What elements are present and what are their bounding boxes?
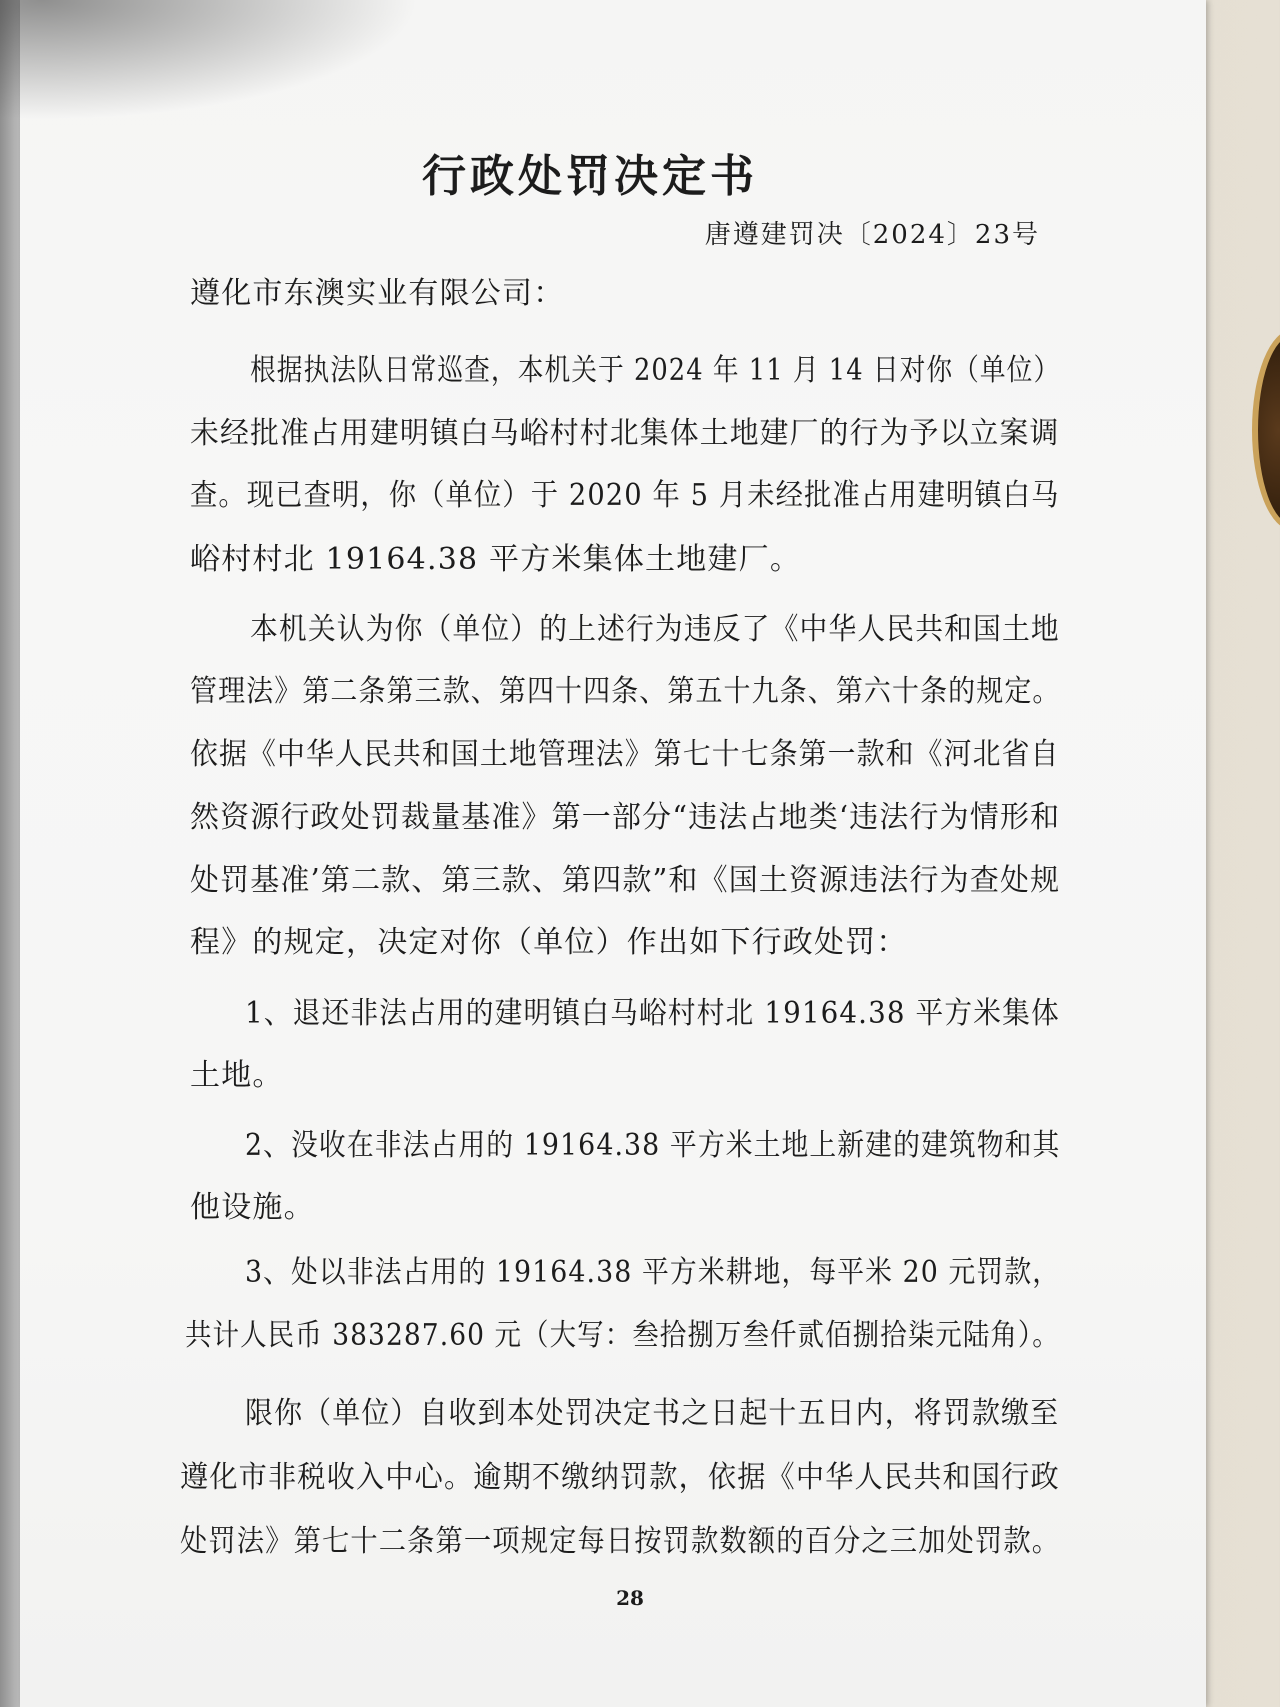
body-line: 然资源行政处罚裁量基准》第一部分“违法占地类‘违法行为情形和 [190,800,1061,835]
page-number: 28 [616,1586,644,1610]
body-line: 他设施。 [190,1190,315,1225]
addressee: 遵化市东澳实业有限公司： [190,276,565,311]
body-line: 土地。 [190,1058,284,1093]
penalty-item-3: 3、处以非法占用的 19164.38 平方米耕地，每平米 20 元罚款， [245,1255,1061,1290]
body-line: 处罚基准’第二款、第三款、第四款”和《国土资源违法行为查处规 [190,863,1061,898]
body-line: 管理法》第二条第三款、第四十四条、第五十九条、第六十条的规定。 [190,674,1061,709]
penalty-item-1: 1、退还非法占用的建明镇白马峪村村北 19164.38 平方米集体 [245,996,1060,1031]
document-number: 唐遵建罚决〔2024〕23号 [704,220,1040,250]
body-line: 峪村村北 19164.38 平方米集体土地建厂。 [190,542,802,577]
body-line: 遵化市非税收入中心。逾期不缴纳罚款，依据《中华人民共和国行政 [180,1460,1060,1495]
document-title: 行政处罚决定书 [422,151,758,202]
body-line: 依据《中华人民共和国土地管理法》第七十七条第一款和《河北省自 [190,737,1060,772]
body-line: 根据执法队日常巡查，本机关于 2024 年 11 月 14 日对你（单位） [250,353,1061,388]
body-line: 共计人民币 383287.60 元（大写：叁拾捌万叁仟贰佰捌拾柒元陆角）。 [185,1318,1060,1353]
body-line: 查。现已查明，你（单位）于 2020 年 5 月未经批准占用建明镇白马 [190,478,1060,513]
body-line: 本机关认为你（单位）的上述行为违反了《中华人民共和国土地 [250,612,1060,647]
body-line: 限你（单位）自收到本处罚决定书之日起十五日内，将罚款缴至 [245,1396,1060,1431]
body-line: 处罚法》第七十二条第一项规定每日按罚款数额的百分之三加处罚款。 [180,1524,1061,1559]
penalty-item-2: 2、没收在非法占用的 19164.38 平方米土地上新建的建筑物和其 [245,1128,1061,1163]
body-line: 未经批准占用建明镇白马峪村村北集体土地建厂的行为予以立案调 [190,416,1060,451]
body-line: 程》的规定，决定对你（单位）作出如下行政处罚： [190,925,908,960]
